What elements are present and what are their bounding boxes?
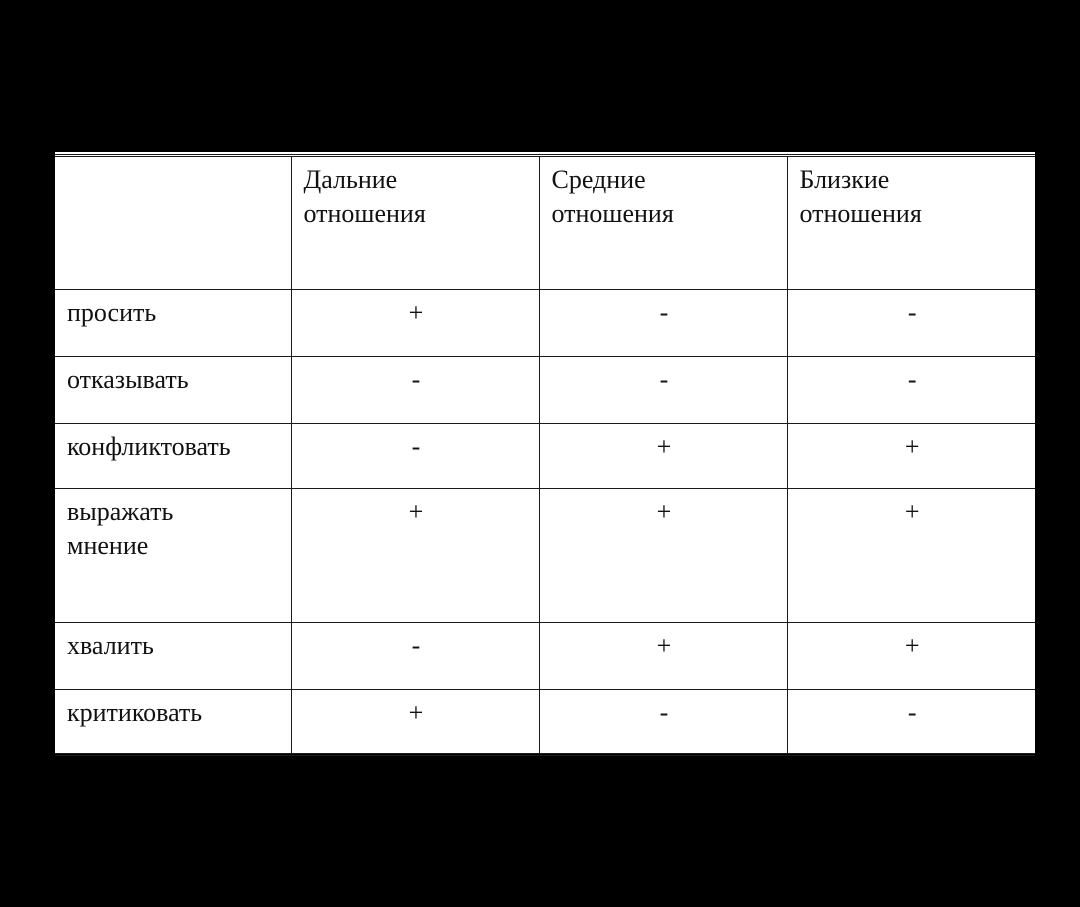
cell-far: +: [291, 690, 539, 755]
cell-middle: -: [539, 357, 787, 424]
row-label: конфликтовать: [55, 424, 291, 489]
cell-far: -: [291, 357, 539, 424]
cell-far: +: [291, 489, 539, 623]
row-label: хвалить: [55, 623, 291, 690]
cell-far: -: [291, 623, 539, 690]
row-label: просить: [55, 290, 291, 357]
cell-middle: +: [539, 424, 787, 489]
table-row: [55, 489, 1035, 623]
row-label: отказывать: [55, 357, 291, 424]
cell-close: +: [787, 623, 1035, 690]
row-label: критиковать: [55, 690, 291, 755]
table-row: [55, 357, 1035, 424]
table-row: [55, 623, 1035, 690]
relations-table: [55, 154, 1035, 756]
table-header-row: [55, 156, 1035, 290]
table-row: [55, 290, 1035, 357]
document-page: [55, 152, 1035, 754]
cell-close: +: [787, 424, 1035, 489]
cell-close: -: [787, 690, 1035, 755]
header-corner-cell: [55, 156, 291, 290]
table-row: [55, 690, 1035, 755]
cell-close: +: [787, 489, 1035, 623]
header-far-relations: Дальние отношения: [291, 156, 539, 290]
cell-middle: -: [539, 690, 787, 755]
table-row: [55, 424, 1035, 489]
cell-middle: +: [539, 623, 787, 690]
header-close-relations: Близкие отношения: [787, 156, 1035, 290]
header-middle-relations: Средние отношения: [539, 156, 787, 290]
cell-middle: -: [539, 290, 787, 357]
cell-far: -: [291, 424, 539, 489]
cell-middle: +: [539, 489, 787, 623]
cell-close: -: [787, 357, 1035, 424]
cell-far: +: [291, 290, 539, 357]
cell-close: -: [787, 290, 1035, 357]
row-label: выражать мнение: [55, 489, 291, 623]
